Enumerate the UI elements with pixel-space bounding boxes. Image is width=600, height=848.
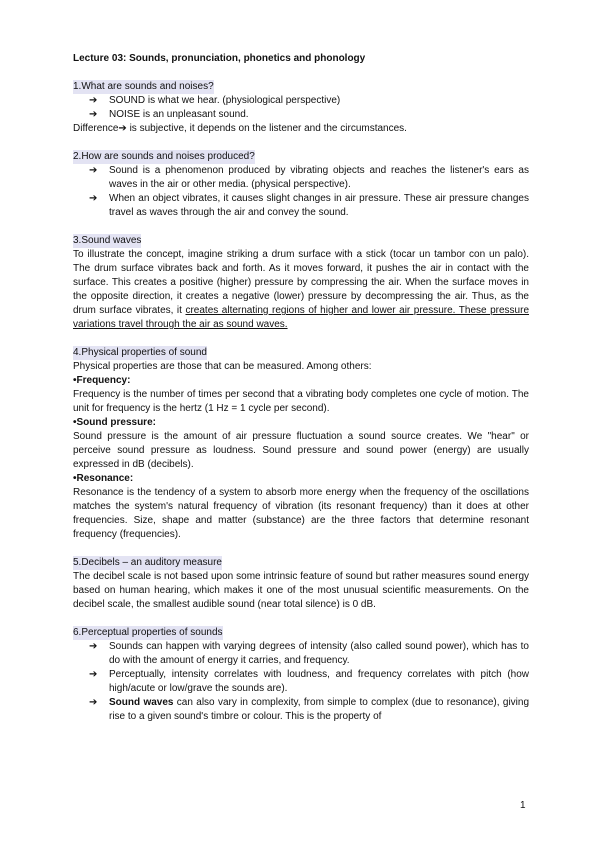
- paragraph: Resonance is the tendency of a system to absorb more energy when the frequency of the oscillations matches the system's natural frequency of vibration (its resonant frequency) than it does at other frequencies. Size, shape and matter (substance) are the three factors that determine resonant frequency (frequencies).: [73, 487, 529, 540]
- arrow-icon: ➔: [89, 95, 98, 106]
- section-heading: 3.Sound waves: [73, 235, 142, 246]
- section-heading: 1.What are sounds and noises?: [73, 81, 214, 92]
- arrow-icon: ➔: [89, 669, 98, 680]
- arrow-icon: ➔: [118, 123, 127, 134]
- list-item: ➔ SOUND is what we hear. (physiological perspective): [89, 95, 341, 106]
- list-item: ➔ NOISE is an unpleasant sound.: [89, 109, 249, 120]
- section-5: [73, 542, 529, 612]
- paragraph: The decibel scale is not based upon some intrinsic feature of sound but rather measures sound energy based on human hearing, which makes it one of the most unusual scientific measurements. On the decibel scale, the smallest audible sound (near total silence) is 0 dB.: [73, 571, 529, 610]
- paragraph: Sound pressure is the amount of air pressure fluctuation a sound source creates. We "hear" or perceive sound pressure as loudness. Sound pressure and sound power (energy) are usually expressed in dB (decibels).: [73, 431, 529, 470]
- bullet-list: [73, 94, 529, 122]
- section-heading: 2.How are sounds and noises produced?: [73, 151, 255, 162]
- section-2: [73, 136, 529, 220]
- bold-term: Sound waves: [109, 697, 174, 708]
- list-item: ➔ Sound waves can also vary in complexity, from simple to complex (due to resonance), giving rise to a given sound's timbre or colour. This is the property of: [89, 697, 530, 722]
- paragraph: Frequency is the number of times per second that a vibrating body completes one cycle of motion. The unit for frequency is the hertz (1 Hz = 1 cycle per second).: [73, 389, 529, 414]
- bullet-list: [73, 640, 529, 724]
- arrow-icon: ➔: [89, 697, 98, 708]
- lecture-title: Lecture 03: Sounds, pronunciation, phonetics and phonology: [73, 53, 366, 64]
- subheading-resonance: •Resonance:: [73, 473, 134, 484]
- underlined-text: creates alternating regions of higher and lower air pressure. These pressure variations travel through the air as sound waves.: [73, 305, 530, 330]
- arrow-icon: ➔: [89, 193, 98, 204]
- section-heading: 4.Physical properties of sound: [73, 347, 207, 358]
- paragraph: Physical properties are those that can be measured. Among others:: [73, 361, 372, 372]
- arrow-icon: ➔: [89, 109, 98, 120]
- section-4: [73, 332, 529, 542]
- list-item: ➔ Sounds can happen with varying degrees of intensity (also called sound power), which has to do with the amount of energy it carries, and frequency.: [89, 641, 529, 666]
- page-number: 1: [520, 800, 526, 811]
- paragraph: To illustrate the concept, imagine striking a drum surface with a stick (tocar un tambor con un palo). The drum surface vibrates back and forth. As it moves forward, it pushes the air in contact with the surface. This creates a positive (higher) pressure by compressing the air. When the surface moves in the opposite direction, it creates a negative (lower) pressure by decompressing the air. Thus, as the drum surface vibrates, it creates alternating regions of higher and lower air pressure. These pressure variations travel through the air as sound waves.: [73, 249, 530, 330]
- list-item: ➔ Perceptually, intensity correlates with loudness, and frequency correlates with pitch (how high/acute or low/grave the sounds are).: [89, 669, 529, 694]
- subheading-frequency: •Frequency:: [73, 375, 131, 386]
- section-heading: 6.Perceptual properties of sounds: [73, 627, 223, 638]
- section-1: [73, 80, 529, 136]
- arrow-icon: ➔: [89, 165, 98, 176]
- arrow-icon: ➔: [89, 641, 98, 652]
- list-item: ➔ Sound is a phenomenon produced by vibrating objects and reaches the listener's ears as waves in the air or other media. (physical perspective).: [89, 165, 529, 190]
- section-3: [73, 220, 529, 332]
- list-item: ➔ When an object vibrates, it causes slight changes in air pressure. These air pressure changes travel as waves through the air and convey the sound.: [89, 193, 529, 218]
- difference-line: Difference➔ is subjective, it depends on the listener and the circumstances.: [73, 123, 407, 134]
- section-heading: 5.Decibels – an auditory measure: [73, 557, 222, 568]
- section-6: [73, 612, 529, 724]
- bullet-list: [73, 164, 529, 220]
- document-page: [73, 52, 529, 724]
- subheading-sound-pressure: •Sound pressure:: [73, 417, 156, 428]
